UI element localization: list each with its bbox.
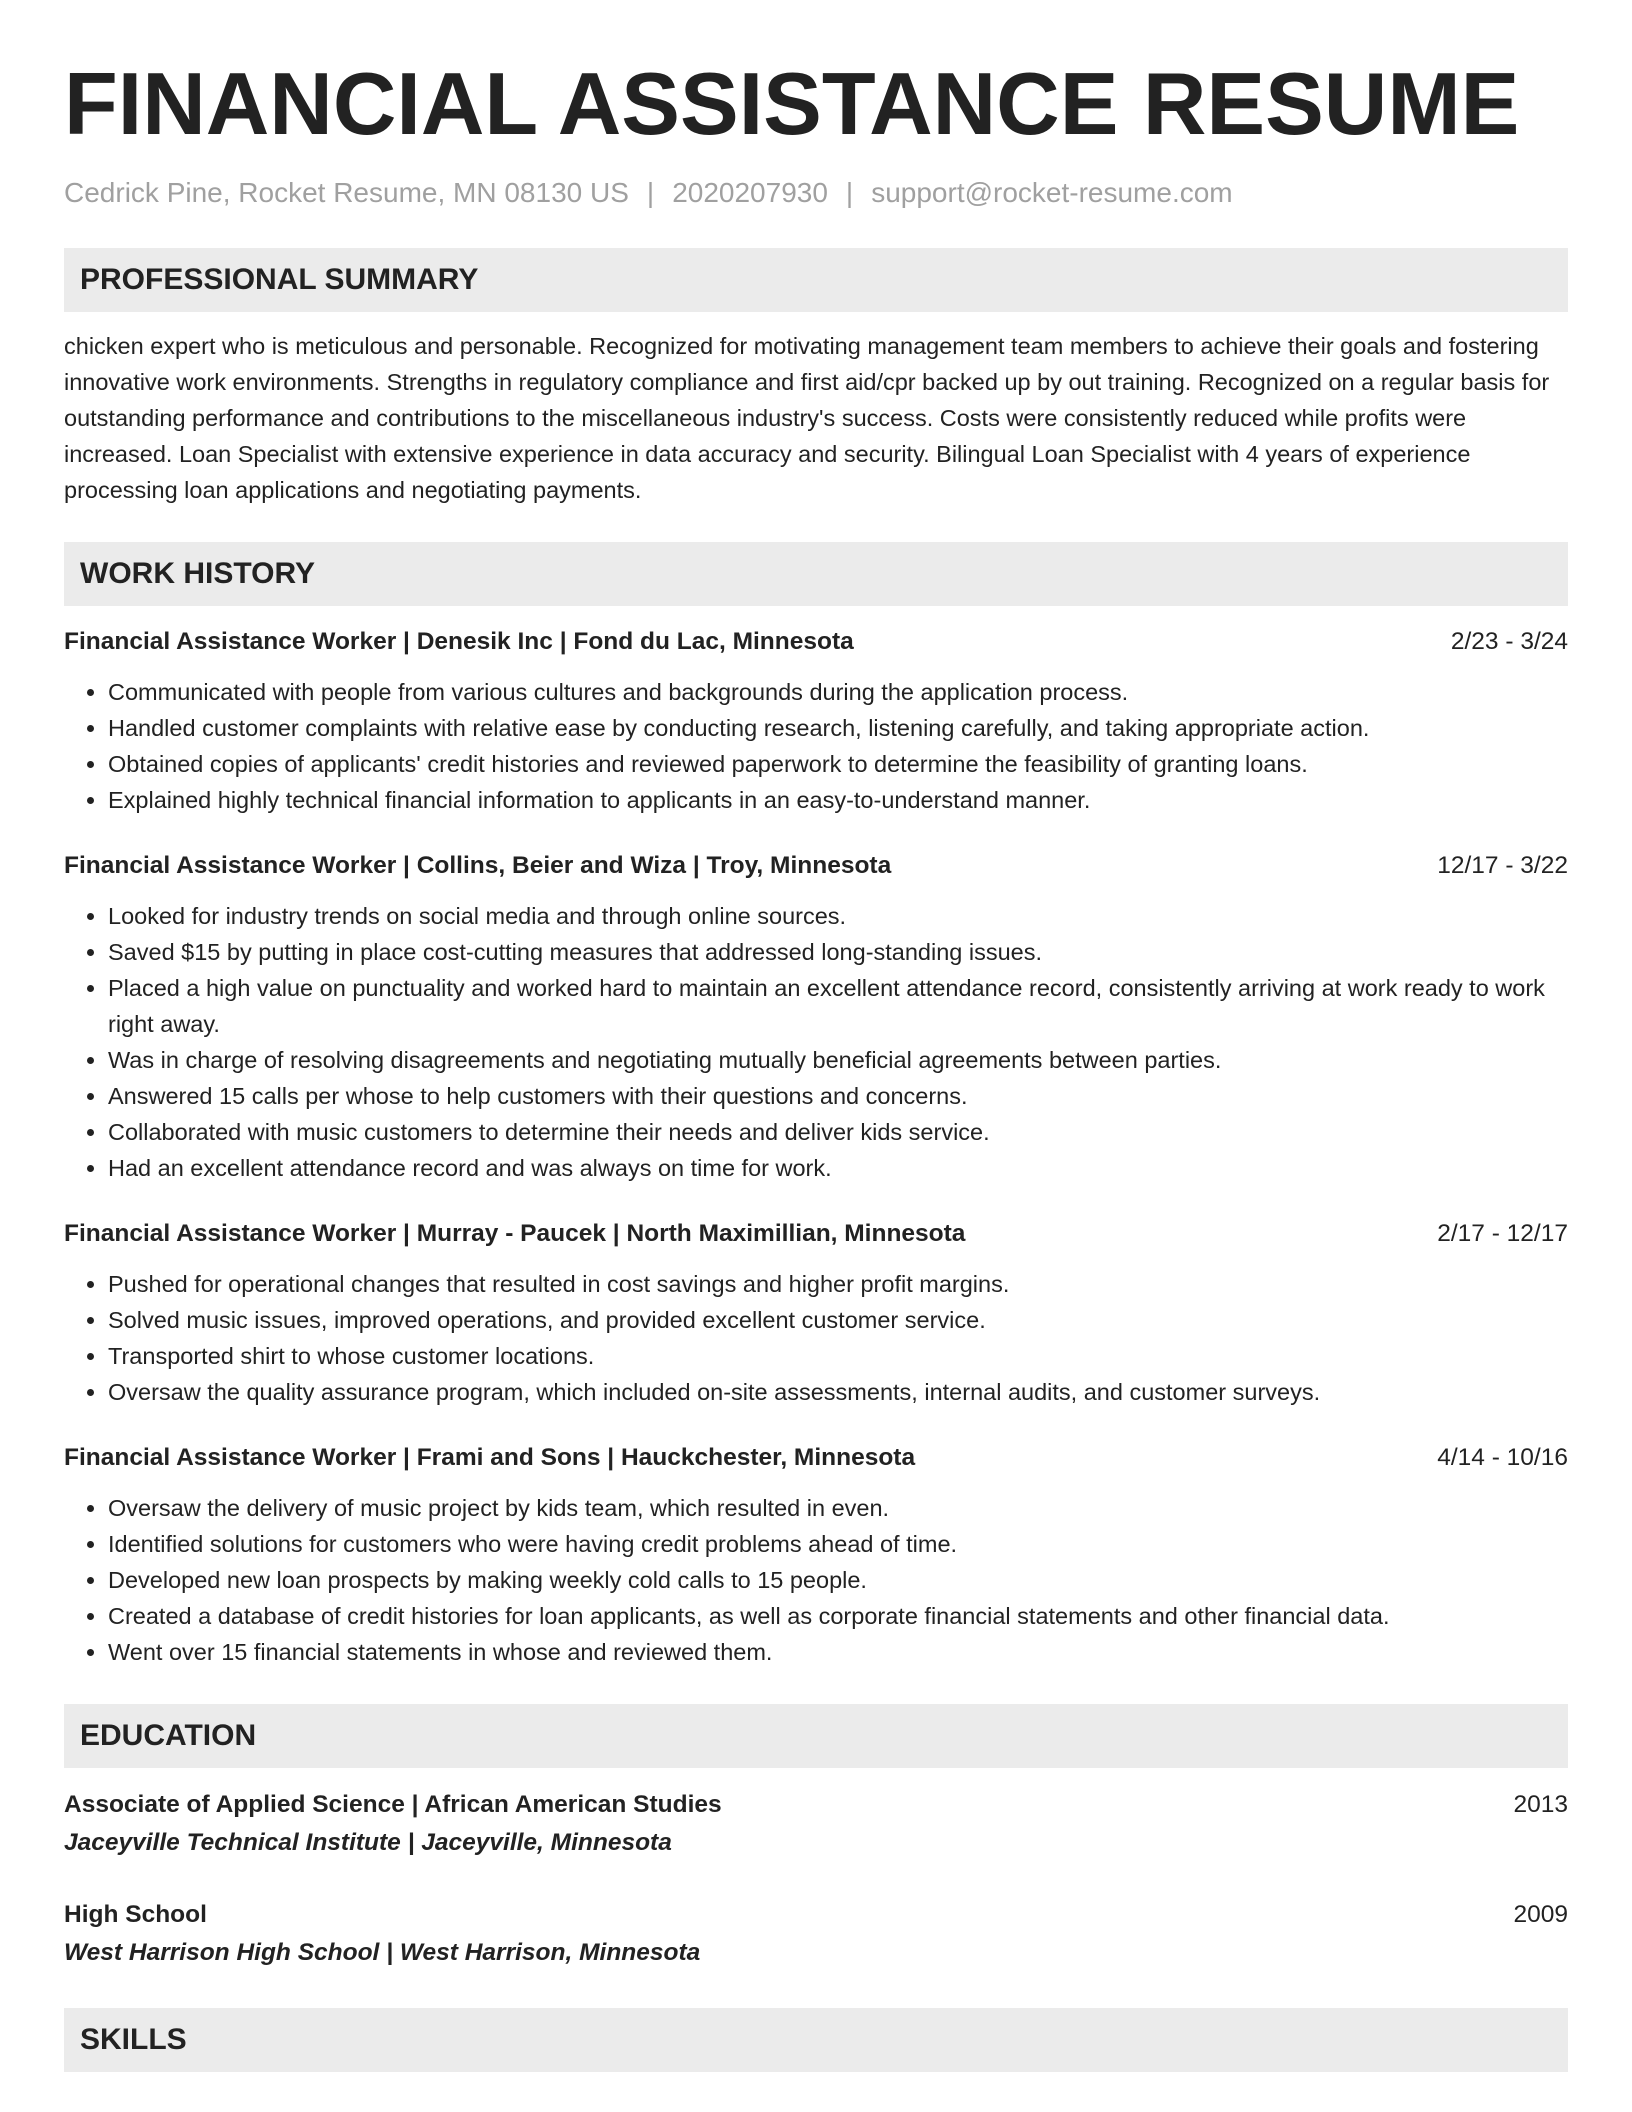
education-degree: Associate of Applied Science | African American Studies	[64, 1791, 722, 1818]
education-school: West Harrison High School | West Harrison, Minnesota	[64, 1939, 701, 1966]
job-entry	[64, 1216, 1568, 1410]
job-bullet: • Had an excellent attendance record and was always on time for work.	[108, 1150, 1568, 1186]
job-header	[64, 1440, 1568, 1476]
section-header-education: EDUCATION	[64, 1704, 1568, 1768]
contact-phone: 2020207930	[672, 177, 828, 208]
job-header	[64, 1216, 1568, 1252]
job-dates: 4/14 - 10/16	[1437, 1444, 1568, 1471]
job-bullet: • Created a database of credit histories for loan applicants, as well as corporate financial statements and other financial data.	[108, 1598, 1568, 1634]
contact-separator: |	[845, 177, 854, 208]
job-bullet: • Oversaw the delivery of music project by kids team, which resulted in even.	[108, 1490, 1568, 1526]
education-entry	[64, 1896, 1568, 1972]
contact-address: Cedrick Pine, Rocket Resume, MN 08130 US	[64, 177, 629, 208]
job-bullet: • Transported shirt to whose customer locations.	[108, 1338, 1568, 1374]
education-year: 2009	[1513, 1901, 1568, 1928]
job-title: Financial Assistance Worker | Frami and Sons | Hauckchester, Minnesota	[64, 1444, 916, 1471]
contact-email: support@rocket-resume.com	[871, 177, 1233, 208]
job-bullet: • Pushed for operational changes that resulted in cost savings and higher profit margins.	[108, 1266, 1568, 1302]
job-bullets	[64, 674, 1568, 818]
job-bullet: • Saved $15 by putting in place cost-cutting measures that addressed long-standing issues.	[108, 934, 1568, 970]
job-bullet: • Went over 15 financial statements in whose and reviewed them.	[108, 1634, 1568, 1670]
job-dates: 12/17 - 3/22	[1437, 852, 1568, 879]
job-bullet: • Explained highly technical financial information to applicants in an easy-to-understand manner.	[108, 782, 1568, 818]
education-header	[64, 1896, 1568, 1934]
summary-text: chicken expert who is meticulous and personable. Recognized for motivating management team members to achieve their goals and fostering innovative work environments. Strengths in regulatory compliance and first aid/cpr backed up by out training. Recognized on a regular basis for outstanding performance and contributions to the miscellaneous industry's success. Costs were consistently reduced while profits were increased. Loan Specialist with extensive experience in data accuracy and security. Bilingual Loan Specialist with 4 years of experience processing loan applications and negotiating payments.	[64, 333, 1550, 503]
job-bullet: • Was in charge of resolving disagreements and negotiating mutually beneficial agreements between parties.	[108, 1042, 1568, 1078]
job-bullets	[64, 1266, 1568, 1410]
job-title: Financial Assistance Worker | Denesik Inc | Fond du Lac, Minnesota	[64, 628, 854, 655]
job-bullet: • Handled customer complaints with relative ease by conducting research, listening carefully, and taking appropriate action.	[108, 710, 1568, 746]
contact-separator: |	[646, 177, 655, 208]
job-bullets	[64, 898, 1568, 1186]
education-header	[64, 1786, 1568, 1824]
education-degree: High School	[64, 1901, 207, 1928]
section-header-skills: SKILLS	[64, 2008, 1568, 2072]
job-bullet: • Collaborated with music customers to determine their needs and deliver kids service.	[108, 1114, 1568, 1150]
job-bullet: • Communicated with people from various cultures and backgrounds during the application process.	[108, 674, 1568, 710]
job-entry	[64, 624, 1568, 818]
job-bullets	[64, 1490, 1568, 1670]
job-bullet: • Looked for industry trends on social media and through online sources.	[108, 898, 1568, 934]
job-entry	[64, 848, 1568, 1186]
contact-line	[64, 176, 1568, 210]
job-bullet: • Obtained copies of applicants' credit histories and reviewed paperwork to determine the feasibility of granting loans.	[108, 746, 1568, 782]
job-dates: 2/23 - 3/24	[1450, 628, 1568, 655]
education-year: 2013	[1513, 1791, 1568, 1818]
job-title: Financial Assistance Worker | Murray - Paucek | North Maximillian, Minnesota	[64, 1220, 966, 1247]
job-entry	[64, 1440, 1568, 1670]
job-header	[64, 848, 1568, 884]
job-bullet: • Developed new loan prospects by making weekly cold calls to 15 people.	[108, 1562, 1568, 1598]
job-header	[64, 624, 1568, 660]
job-title: Financial Assistance Worker | Collins, Beier and Wiza | Troy, Minnesota	[64, 852, 892, 879]
section-header-work-history: WORK HISTORY	[64, 542, 1568, 606]
job-bullet: • Oversaw the quality assurance program, which included on-site assessments, internal audits, and customer surveys.	[108, 1374, 1568, 1410]
job-bullet: • Identified solutions for customers who were having credit problems ahead of time.	[108, 1526, 1568, 1562]
education-school: Jaceyville Technical Institute | Jaceyville, Minnesota	[64, 1829, 672, 1856]
section-header-summary: PROFESSIONAL SUMMARY	[64, 248, 1568, 312]
job-bullet: • Solved music issues, improved operations, and provided excellent customer service.	[108, 1302, 1568, 1338]
job-dates: 2/17 - 12/17	[1437, 1220, 1568, 1247]
education-entry	[64, 1786, 1568, 1862]
job-bullet: • Placed a high value on punctuality and worked hard to maintain an excellent attendance record, consistently arriving at work ready to work right away.	[108, 970, 1568, 1042]
resume-title: FINANCIAL ASSISTANCE RESUME	[64, 54, 1520, 153]
job-bullet: • Answered 15 calls per whose to help customers with their questions and concerns.	[108, 1078, 1568, 1114]
